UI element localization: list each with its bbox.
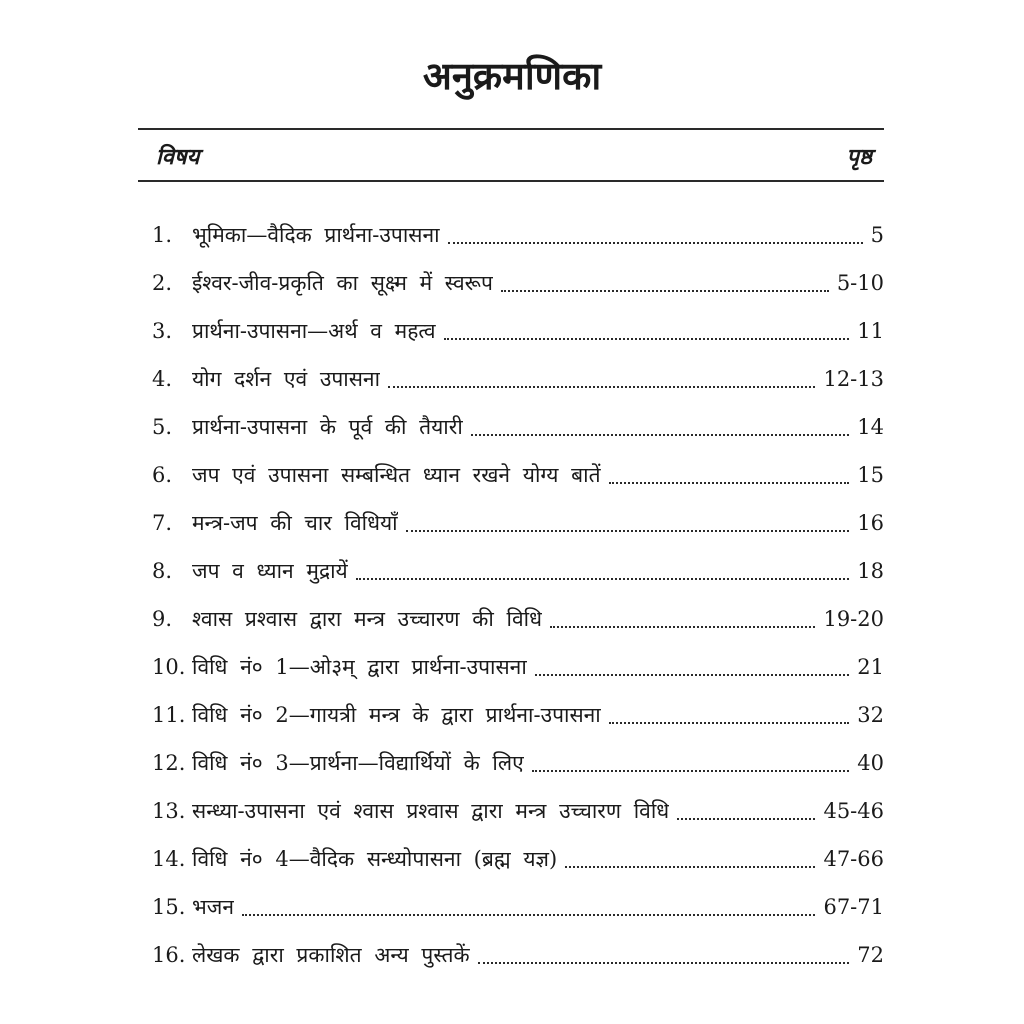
toc-entry-title: विधि नं० 2—गायत्री मन्त्र के द्वारा प्रार्थना-उपासना: [192, 703, 601, 727]
toc-entry-number: 3.: [152, 319, 173, 343]
toc-entry-title: ईश्वर-जीव-प्रकृति का सूक्ष्म में स्वरूप: [192, 271, 493, 295]
toc-entry-number: 5.: [152, 415, 173, 439]
toc-entry: [152, 403, 884, 451]
toc-entry-page: 40: [857, 751, 884, 775]
toc-entry-title: लेखक द्वारा प्रकाशित अन्य पुस्तकें: [192, 943, 470, 967]
dot-leader: [242, 908, 815, 916]
toc-entry-title: प्रार्थना-उपासना—अर्थ व महत्व: [192, 319, 436, 343]
toc-entry: [152, 595, 884, 643]
toc-entry: [152, 355, 884, 403]
toc-entry-page: 19-20: [823, 607, 884, 631]
toc-entry: [152, 787, 884, 835]
dot-leader: [550, 620, 815, 628]
dot-leader: [565, 860, 815, 868]
toc-entry: [152, 451, 884, 499]
toc-entry-number: 14.: [152, 847, 186, 871]
dot-leader: [406, 524, 850, 532]
dot-leader: [356, 572, 850, 580]
dot-leader: [609, 716, 850, 724]
toc-entry: [152, 499, 884, 547]
toc-entry-page: 45-46: [823, 799, 884, 823]
toc-entry-page: 32: [857, 703, 884, 727]
toc-entry-page: 16: [857, 511, 884, 535]
toc-entry-number: 4.: [152, 367, 173, 391]
toc-entry-title: श्वास प्रश्वास द्वारा मन्त्र उच्चारण की विधि: [192, 607, 542, 631]
toc-header: [156, 136, 872, 176]
toc-entry-page: 12-13: [823, 367, 884, 391]
toc-entry-number: 10.: [152, 655, 186, 679]
toc-entry-number: 7.: [152, 511, 173, 535]
toc-entry-title: विधि नं० 1—ओ३म् द्वारा प्रार्थना-उपासना: [192, 655, 527, 679]
toc-entry: [152, 643, 884, 691]
toc-entry-title: विधि नं० 4—वैदिक सन्ध्योपासना (ब्रह्म यज्ञ): [192, 847, 558, 871]
toc-entry-title: भजन: [192, 895, 234, 919]
dot-leader: [501, 284, 829, 292]
dot-leader: [609, 476, 850, 484]
toc-entry: [152, 883, 884, 931]
toc-entry-page: 18: [857, 559, 884, 583]
toc-entry: [152, 211, 884, 259]
toc-entry-page: 67-71: [823, 895, 884, 919]
toc-entry-page: 5-10: [836, 271, 884, 295]
toc-entry-page: 11: [857, 319, 884, 343]
toc-entry: [152, 259, 884, 307]
toc-entry: [152, 835, 884, 883]
toc-entry-title: जप एवं उपासना सम्बन्धित ध्यान रखने योग्य बातें: [192, 463, 601, 487]
toc-entry-page: 21: [857, 655, 884, 679]
header-bottom-rule: [138, 180, 884, 182]
dot-leader: [677, 812, 815, 820]
toc-entry-number: 12.: [152, 751, 186, 775]
subject-column-label: विषय: [156, 144, 200, 170]
toc-entry: [152, 307, 884, 355]
dot-leader: [388, 380, 815, 388]
toc-entry-page: 14: [857, 415, 884, 439]
toc-entry-title: जप व ध्यान मुद्रायें: [192, 559, 348, 583]
toc-entry-page: 47-66: [823, 847, 884, 871]
toc-entry: [152, 931, 884, 979]
dot-leader: [535, 668, 849, 676]
toc-entry-number: 6.: [152, 463, 173, 487]
toc-entry-title: प्रार्थना-उपासना के पूर्व की तैयारी: [192, 415, 463, 439]
table-of-contents: [152, 211, 884, 979]
toc-entry: [152, 739, 884, 787]
toc-entry-number: 2.: [152, 271, 173, 295]
toc-entry-number: 1.: [152, 223, 173, 247]
dot-leader: [471, 428, 849, 436]
toc-entry-number: 8.: [152, 559, 173, 583]
toc-entry-number: 15.: [152, 895, 186, 919]
dot-leader: [532, 764, 850, 772]
toc-entry-page: 5: [870, 223, 884, 247]
toc-entry-page: 72: [857, 943, 884, 967]
dot-leader: [478, 956, 850, 964]
header-top-rule: [138, 128, 884, 130]
dot-leader: [448, 236, 863, 244]
toc-entry-title: सन्ध्या-उपासना एवं श्वास प्रश्वास द्वारा मन्त्र उच्चारण विधि: [192, 799, 670, 823]
toc-entry-page: 15: [857, 463, 884, 487]
toc-entry-title: भूमिका—वैदिक प्रार्थना-उपासना: [192, 223, 440, 247]
toc-entry-number: 16.: [152, 943, 186, 967]
toc-entry: [152, 691, 884, 739]
toc-entry: [152, 547, 884, 595]
toc-entry-title: विधि नं० 3—प्रार्थना—विद्यार्थियों के लिए: [192, 751, 524, 775]
toc-entry-title: मन्त्र-जप की चार विधियाँ: [192, 511, 398, 535]
page-title: अनुक्रमणिका: [422, 54, 602, 98]
toc-entry-number: 11.: [152, 703, 186, 727]
page-column-label: पृष्ठ: [846, 144, 872, 170]
toc-entry-number: 13.: [152, 799, 186, 823]
toc-entry-title: योग दर्शन एवं उपासना: [192, 367, 381, 391]
toc-entry-number: 9.: [152, 607, 173, 631]
dot-leader: [444, 332, 850, 340]
